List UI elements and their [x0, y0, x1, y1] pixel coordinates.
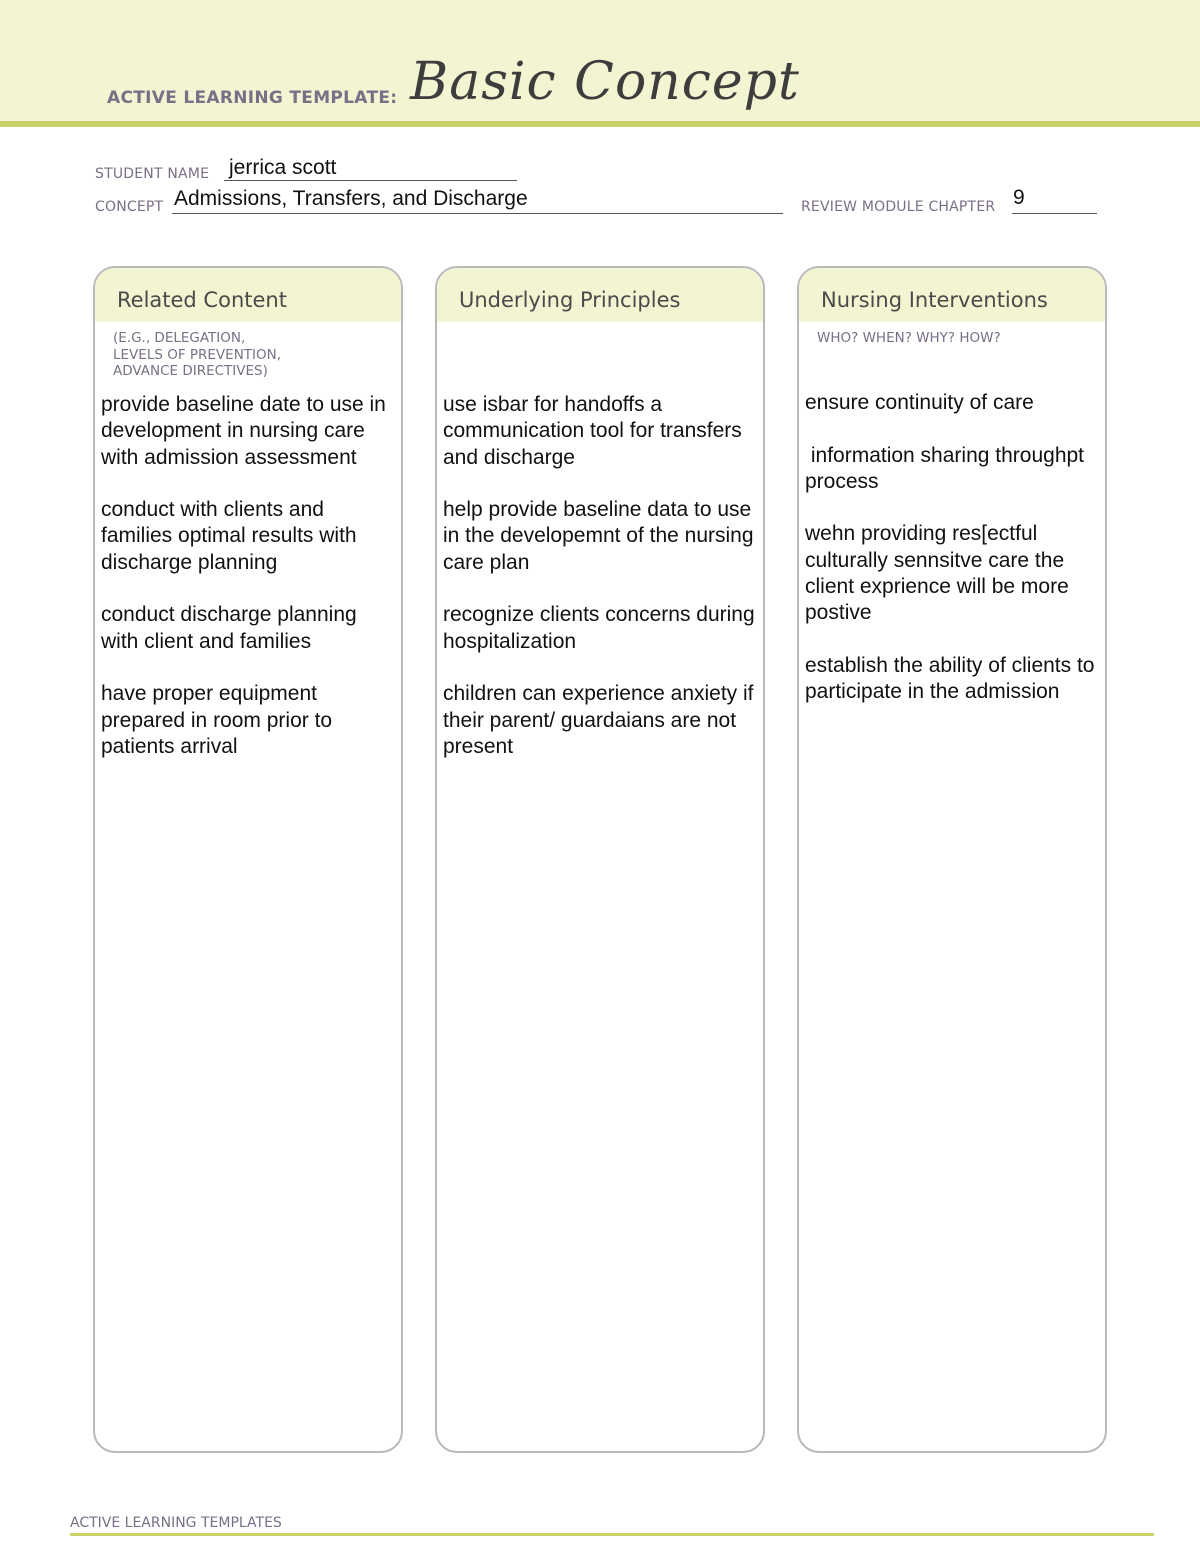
- hint-line: ADVANCE DIRECTIVES): [113, 363, 268, 379]
- underlying-principles-title: Underlying Principles: [459, 288, 681, 312]
- list-item[interactable]: wehn providing res[ectful culturally sennsitve care the client exprience will be more postive: [805, 522, 1069, 625]
- underlying-principles-list[interactable]: [443, 392, 755, 786]
- nursing-interventions-panel: [797, 266, 1107, 1453]
- hint-line: LEVELS OF PREVENTION,: [113, 346, 282, 363]
- hint-line: (E.G., DELEGATION,: [113, 330, 246, 346]
- student-name-label: STUDENT NAME: [95, 166, 210, 182]
- underlying-principles-panel: [435, 266, 765, 1453]
- footer-label: ACTIVE LEARNING TEMPLATES: [70, 1515, 282, 1531]
- student-name-underline: [224, 180, 517, 181]
- list-item[interactable]: help provide baseline data to use in the developemnt of the nursing care plan: [443, 498, 754, 574]
- list-item[interactable]: provide baseline date to use in development in nursing care with admission assessment: [101, 393, 386, 469]
- concept-label: CONCEPT: [95, 199, 164, 215]
- list-item[interactable]: children can experience anxiety if their parent/ guardaians are not present: [443, 682, 754, 758]
- related-content-list[interactable]: [101, 392, 393, 786]
- chapter-field[interactable]: 9: [1013, 186, 1025, 209]
- related-content-panel: [93, 266, 403, 1453]
- list-item[interactable]: use isbar for handoffs a communication tool for transfers and discharge: [443, 393, 742, 469]
- concept-field[interactable]: Admissions, Transfers, and Discharge: [174, 187, 528, 210]
- header-rule: [0, 121, 1200, 127]
- list-item[interactable]: information sharing throughpt process: [805, 443, 1090, 493]
- chapter-label: REVIEW MODULE CHAPTER: [801, 199, 996, 215]
- template-title: Basic Concept: [410, 52, 800, 112]
- template-label: ACTIVE LEARNING TEMPLATE:: [107, 88, 398, 108]
- related-content-hint: [113, 330, 281, 380]
- related-content-title: Related Content: [117, 288, 287, 312]
- list-item[interactable]: have proper equipment prepared in room prior to patients arrival: [101, 682, 333, 758]
- footer-rule: [70, 1533, 1154, 1536]
- list-item[interactable]: conduct discharge planning with client and families: [101, 603, 357, 653]
- list-item[interactable]: ensure continuity of care: [805, 391, 1034, 414]
- list-item[interactable]: establish the ability of clients to participate in the admission: [805, 653, 1095, 704]
- nursing-interventions-list[interactable]: [805, 390, 1097, 732]
- hint-line: WHO? WHEN? WHY? HOW?: [817, 330, 1001, 346]
- chapter-underline: [1012, 213, 1097, 214]
- nursing-interventions-hint: [817, 330, 1001, 347]
- concept-underline: [172, 213, 783, 214]
- nursing-interventions-title: Nursing Interventions: [821, 288, 1048, 312]
- list-item[interactable]: conduct with clients and families optimal results with discharge planning: [101, 498, 357, 574]
- list-item[interactable]: recognize clients concerns during hospitalization: [443, 603, 755, 653]
- student-name-field[interactable]: jerrica scott: [229, 156, 337, 179]
